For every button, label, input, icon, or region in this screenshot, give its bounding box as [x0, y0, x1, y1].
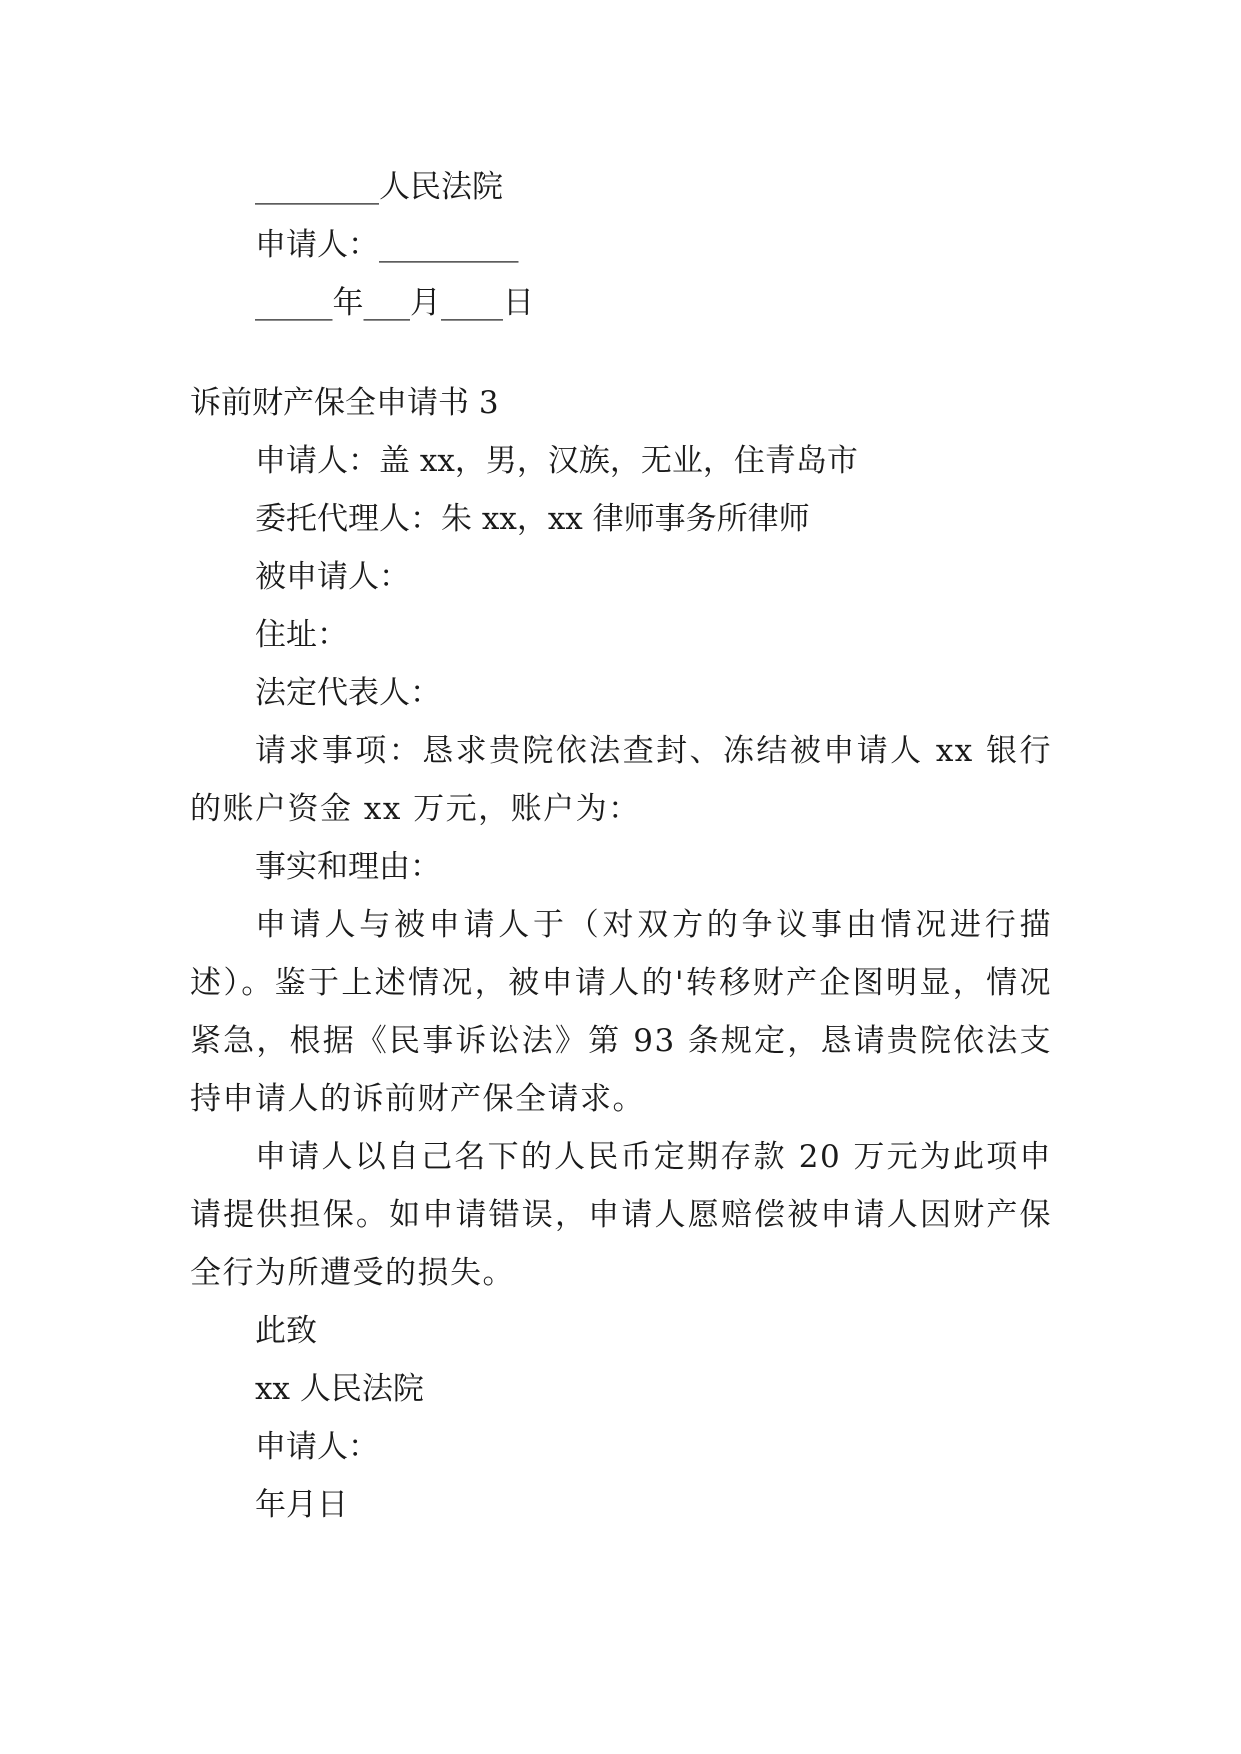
- date-line: _____年___月____日: [255, 285, 534, 321]
- address-label: 住址：: [255, 617, 348, 653]
- court-line: ________人民法院: [255, 169, 503, 205]
- applicant-signature-line: 申请人：_________: [255, 227, 519, 263]
- addressee-court: xx 人民法院: [255, 1371, 424, 1407]
- respondent-label: 被申请人：: [255, 559, 410, 595]
- claims-paragraph: 请求事项：恳求贵院依法查封、冻结被申请人 xx 银行的账户资金 xx 万元，账户为：: [190, 733, 1052, 827]
- document-title: 诉前财产保全申请书 3: [190, 385, 499, 421]
- facts-heading: 事实和理由：: [255, 849, 441, 885]
- signature-applicant: 申请人：: [255, 1429, 379, 1465]
- document-body: [190, 158, 1052, 1534]
- signature-date: 年月日: [255, 1487, 348, 1523]
- closing-salutation: 此致: [255, 1313, 317, 1349]
- legal-rep-label: 法定代表人：: [255, 675, 441, 711]
- agent-info: 委托代理人：朱 xx，xx 律师事务所律师: [255, 501, 810, 537]
- applicant-info: 申请人：盖 xx，男，汉族，无业，住青岛市: [255, 443, 858, 479]
- guarantee-paragraph: 申请人以自己名下的人民币定期存款 20 万元为此项申请提供担保。如申请错误，申请人愿赔偿被申请人因财产保全行为所遭受的损失。: [190, 1139, 1052, 1291]
- facts-paragraph: 申请人与被申请人于（对双方的争议事由情况进行描述）。鉴于上述情况，被申请人的'转移财产企图明显，情况紧急，根据《民事诉讼法》第 93 条规定，恳请贵院依法支持申请人的诉前财产保全请求。: [190, 907, 1052, 1117]
